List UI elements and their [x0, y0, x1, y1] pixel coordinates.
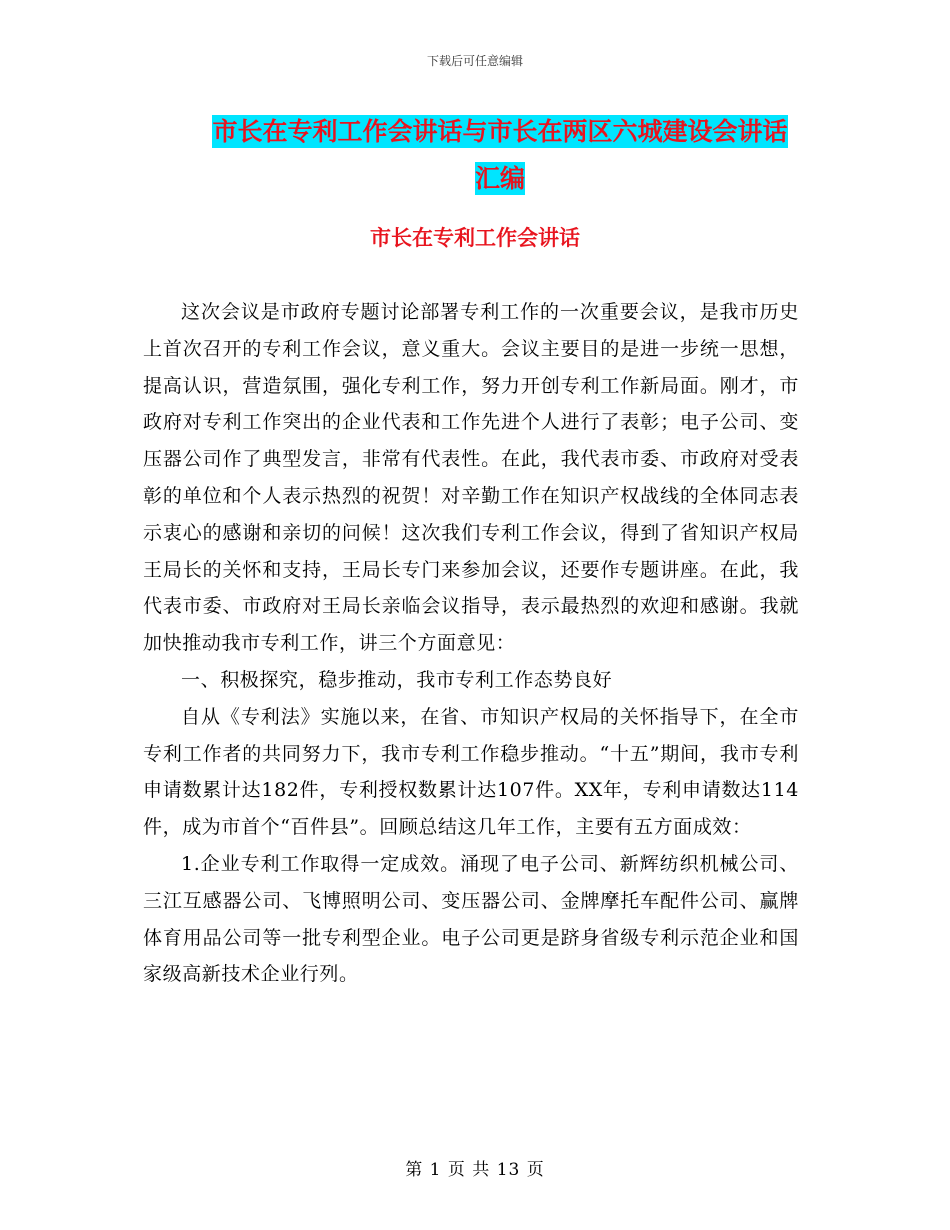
page-number-footer: 第 1 页 共 13 页 — [405, 1160, 545, 1180]
document-body — [143, 294, 799, 993]
body-paragraph: 一、积极探究，稳步推动，我市专利工作态势良好 — [181, 668, 613, 691]
body-paragraph: 自从《专利法》实施以来，在省、市知识产权局的关怀指导下，在全市专利工作者的共同努力下，我市专利工作稳步推动。“十五”期间，我市专利申请数累计达182件，专利授权数累计达107件。XX年，专利申请数达114件，成为市首个“百件县”。回顾总结这几年工作，主要有五方面成效： — [143, 705, 799, 839]
page-header: 下载后可任意编辑 — [426, 54, 523, 68]
document-title-line-2: 汇编 — [474, 164, 525, 193]
body-paragraph: 这次会议是市政府专题讨论部署专利工作的一次重要会议，是我市历史上首次召开的专利工作会议，意义重大。会议主要目的是进一步统一思想，提高认识，营造氛围，强化专利工作，努力开创专利工作新局面。刚才，市政府对专利工作突出的企业代表和工作先进个人进行了表彰；电子公司、变压器公司作了典型发言，非常有代表性。在此，我代表市委、市政府对受表彰的单位和个人表示热烈的祝贺！对辛勤工作在知识产权战线的全体同志表示衷心的感谢和亲切的问候！这次我们专利工作会议，得到了省知识产权局王局长的关怀和支持，王局长专门来参加会议，还要作专题讲座。在此，我代表市委、市政府对王局长亲临会议指导，表示最热烈的欢迎和感谢。我就加快推动我市专利工作，讲三个方面意见： — [143, 301, 799, 655]
body-paragraph: 1.企业专利工作取得一定成效。涌现了电子公司、新辉纺织机械公司、三江互感器公司、飞博照明公司、变压器公司、金牌摩托车配件公司、赢牌体育用品公司等一批专利型企业。电子公司更是跻身省级专利示范企业和国家级高新技术企业行列。 — [143, 852, 799, 986]
document-title-line-1: 市长在专利工作会讲话与市长在两区六城建设会讲话 — [212, 117, 788, 146]
document-title — [140, 108, 860, 202]
section-title: 市长在专利工作会讲话 — [370, 226, 580, 250]
